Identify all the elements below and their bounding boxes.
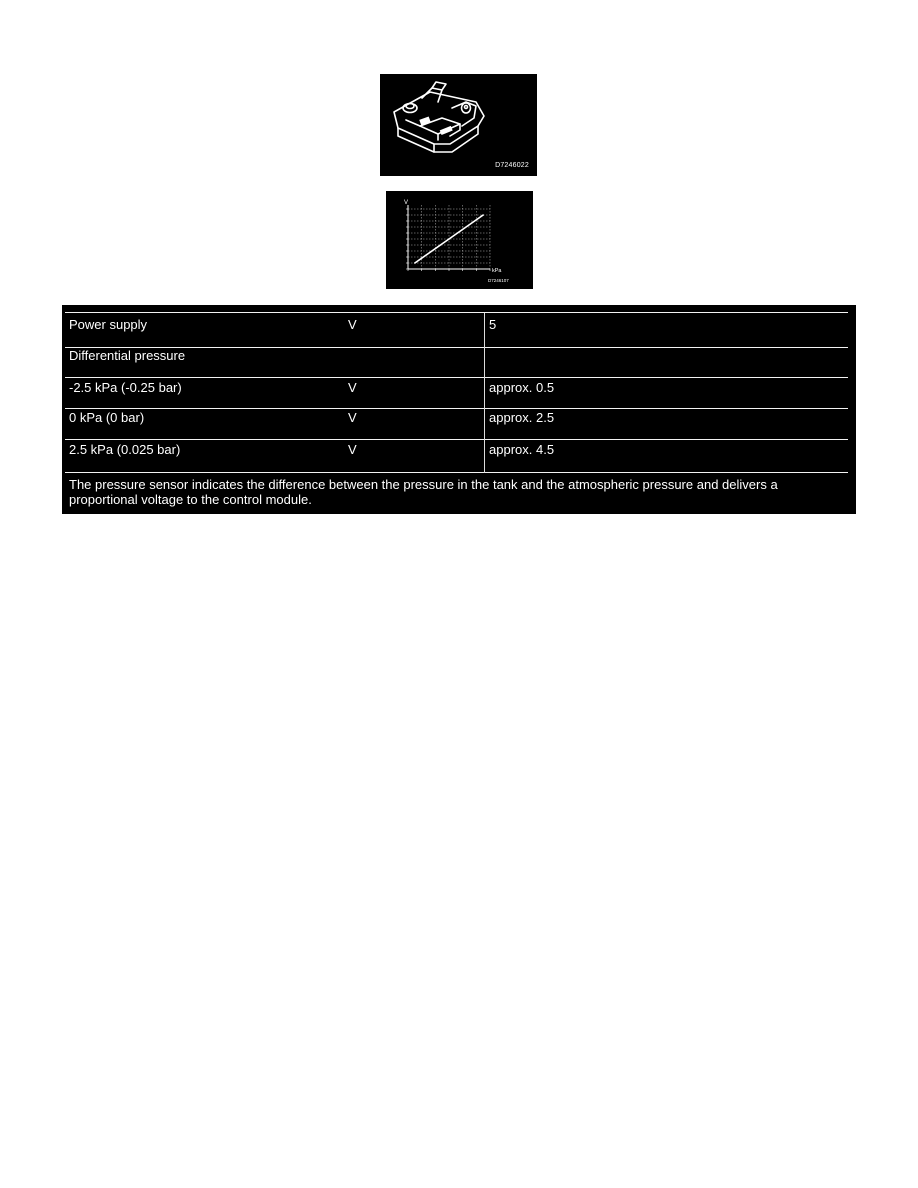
table-rule <box>65 408 848 409</box>
table-rule <box>65 377 848 378</box>
x-axis-label: kPa <box>492 268 502 274</box>
row-unit: V <box>348 442 357 457</box>
pressure-sensor-illustration <box>380 74 537 176</box>
column-divider <box>484 313 485 473</box>
row-label: Power supply <box>69 317 148 332</box>
row-value: approx. 0.5 <box>489 380 555 395</box>
specification-table <box>62 305 856 514</box>
row-value: approx. 4.5 <box>489 442 555 457</box>
row-label: -2.5 kPa (-0.25 bar) <box>69 380 182 395</box>
y-axis-label: V <box>404 200 409 206</box>
table-rule <box>65 439 848 440</box>
graph-figure-code: D7246107 <box>488 278 509 283</box>
data-point <box>482 214 484 216</box>
characteristic-graph <box>386 191 533 289</box>
row-unit: V <box>348 380 357 395</box>
sensor-figure-code: D7246022 <box>495 162 529 169</box>
row-unit: V <box>348 410 357 425</box>
row-label: 2.5 kPa (0.025 bar) <box>69 442 181 457</box>
row-value: 5 <box>489 317 497 332</box>
row-label: Differential pressure <box>69 348 186 363</box>
data-point <box>448 238 450 240</box>
row-unit: V <box>348 317 357 332</box>
row-label: 0 kPa (0 bar) <box>69 410 145 425</box>
table-note: The pressure sensor indicates the difference between the pressure in the tank and the atmospheric pressure and delivers a proportional voltage to the control module. <box>69 477 778 507</box>
sensor-figure <box>380 74 537 176</box>
row-value: approx. 2.5 <box>489 410 555 425</box>
table-rule <box>65 472 848 473</box>
table-rule <box>65 312 848 313</box>
data-point <box>414 262 416 264</box>
voltage-vs-pressure-chart <box>386 191 533 289</box>
